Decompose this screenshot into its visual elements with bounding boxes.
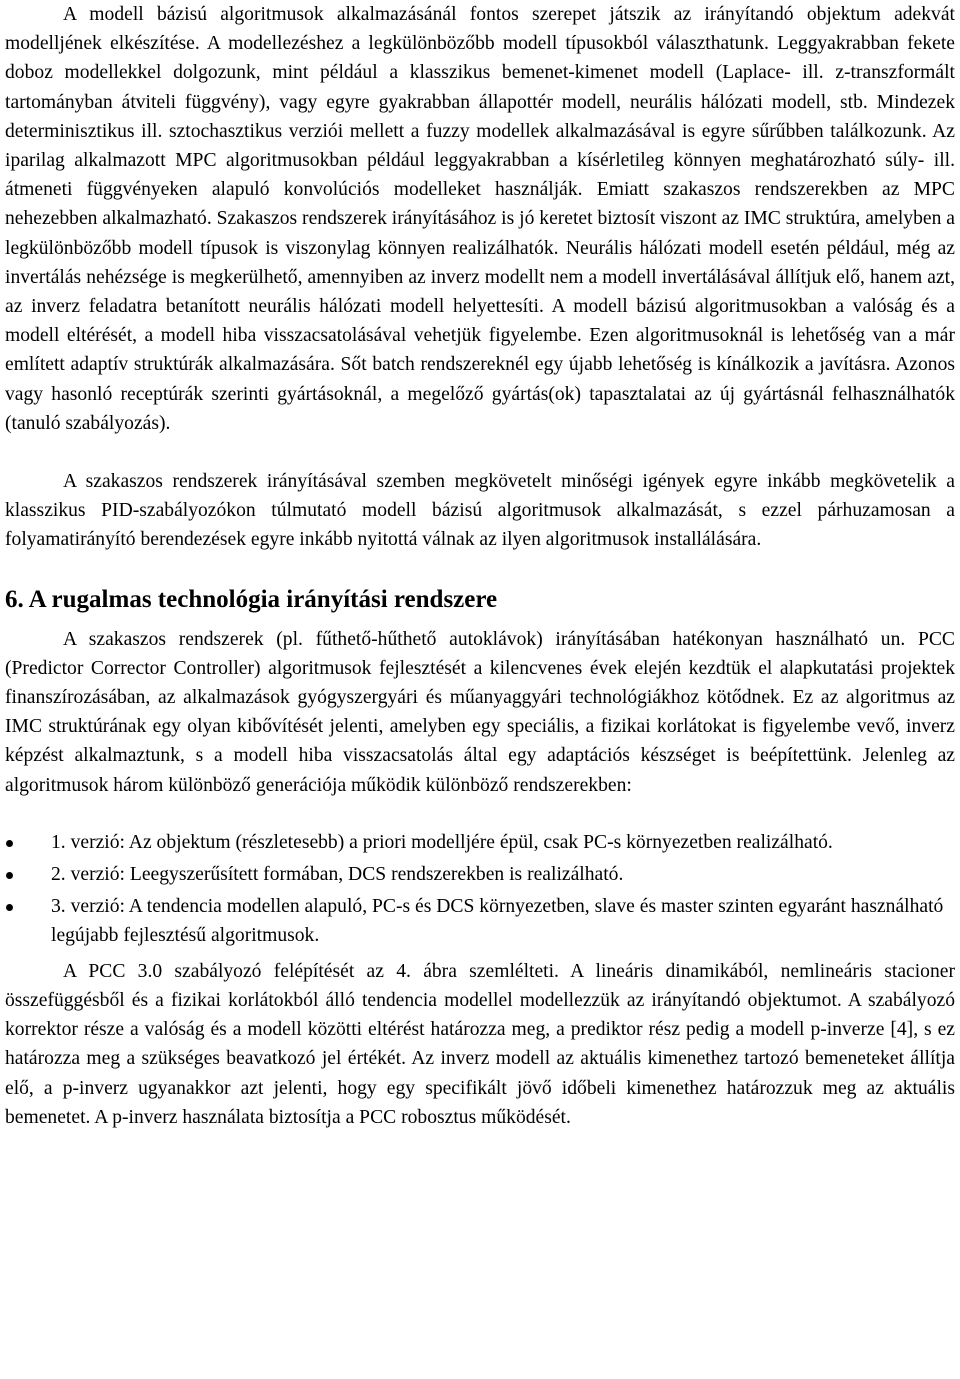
paragraph-pcc-intro: A szakaszos rendszerek (pl. fűthető-hűthető autoklávok) irányításában hatékonyan használható un. PCC (Predictor Corrector Controller) algoritmusok fejlesztését a kilencvenes évek elején kezdtük el alapkutatási projektek finanszírozásában, az alkalmazások gyógyszergyári és műanyaggyári technológiákhoz kötődnek. Ez az algoritmus az IMC struktúrának egy olyan kibővítését jelenti, amelyben egy speciális, a fizikai korlátokat is figyelembe vevő, inverz képzést alkalmaztunk, s a modell hiba visszacsatolás által egy adaptációs készséget is beépítettünk. Jelenleg az algoritmusok három különböző generációja működik különböző rendszerekben: bbox=[5, 628, 955, 796]
bullet-icon bbox=[6, 872, 13, 879]
paragraph-model-based-algorithms: A modell bázisú algoritmusok alkalmazásánál fontos szerepet játszik az irányítandó objektum adekvát modelljének elkészítése. A modellezéshez a legkülönbözőbb modell típusokból választhatunk. Leggyakrabban fekete doboz modellekkel dolgozunk, mint például a klasszikus bemenet-kimenet modell (Laplace- ill. z-transzformált tartományban átviteli függvény), vagy egyre gyakrabban állapottér modell, neurális hálózati modell, stb. Mindezek determinisztikus ill. sztochasztikus verziói mellett a fuzzy modellek alkalmazásával is egyre sűrűbben találkozunk. Az iparilag alkalmazott MPC algoritmusokban például leggyakrabban a kísérletileg könnyen meghatározható súly- ill. átmeneti függvényeken alapuló konvolúciós modelleket használják. Emiatt szakaszos rendszerekben az MPC nehezebben alkalmazható. Szakaszos rendszerek irányításához is jó keretet biztosít viszont az IMC struktúra, amelyben a legkülönbözőbb modell típusok is viszonylag könnyen realizálhatók. Neurális hálózati modell esetén például, még az invertálás nehézsége is megkerülhető, amennyiben az inverz modellt nem a modell invertálásával állítjuk elő, hanem azt, az inverz feladatra betanított neurális hálózati modell helyettesíti. A modell bázisú algoritmusokban a valóság és a modell eltérését, a modell hiba visszacsatolásával vehetjük figyelembe. Ezen algoritmusoknál is lehetőség van a már említett adaptív struktúrák alkalmazására. Sőt batch rendszereknél egy újabb lehetőség is kínálkozik a javításra. Azonos vagy hasonló receptúrák szerinti gyártásoknál, a megelőző gyártás(ok) tapasztalatai az új gyártásnál felhasználhatók (tanuló szabályozás). bbox=[5, 4, 955, 434]
list-item-version-2 bbox=[5, 860, 955, 889]
bullet-icon bbox=[6, 840, 13, 847]
document-page bbox=[5, 0, 955, 1132]
list-item-version-3 bbox=[5, 892, 955, 950]
bullet-icon bbox=[6, 904, 13, 911]
list-item-text: 2. verzió: Leegyszerűsített formában, DCS rendszerekben is realizálható. bbox=[51, 864, 624, 886]
list-item-text: 1. verzió: Az objektum (részletesebb) a priori modelljére épül, csak PC-s környezetben realizálható. bbox=[51, 831, 833, 853]
section-heading: 6. A rugalmas technológia irányítási rendszere bbox=[5, 585, 498, 613]
paragraph-pcc-structure: A PCC 3.0 szabályozó felépítését az 4. ábra szemlélteti. A lineáris dinamikából, nemlineáris stacioner összefüggésből és a fizikai korlátokból álló tendencia modellel modellezzük az irányítandó objektumot. A szabályozó korrektor része a valóság és a modell közötti eltérést határozza meg, a prediktor rész pedig a modell p-inverze [4], s ez határozza meg a szükséges beavatkozó jel értékét. Az inverz modell az aktuális kimenethez tartozó bemeneteket állítja elő, a p-inverz ugyanakkor azt jelenti, hogy egy specifikált jövő időbeli kimenethez határozzuk meg az aktuális bemenetet. A p-inverz használata biztosítja a PCC robosztus működését. bbox=[5, 960, 955, 1128]
list-item-text: 3. verzió: A tendencia modellen alapuló, PC-s és DCS környezetben, slave és master szinten egyaránt használható legújabb fejlesztésű algoritmusok. bbox=[51, 896, 944, 947]
list-item-version-1 bbox=[5, 828, 955, 857]
version-list bbox=[5, 828, 955, 951]
paragraph-quality-requirements: A szakaszos rendszerek irányításával szemben megkövetelt minőségi igények egyre inkább megkövetelik a klasszikus PID-szabályozókon túlmutató modell bázisú algoritmusok alkalmazását, s ezzel párhuzamosan a folyamatirányító berendezések egyre inkább nyitottá válnak az ilyen algoritmusok installálására. bbox=[5, 471, 955, 551]
